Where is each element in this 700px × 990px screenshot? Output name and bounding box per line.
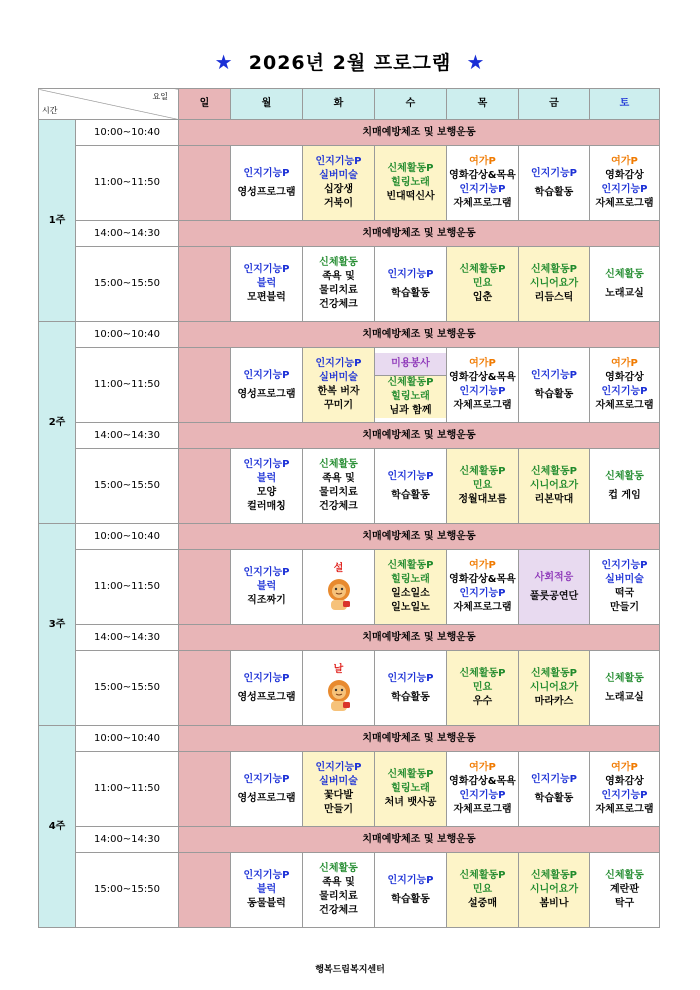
day-header-wed: 수 — [375, 89, 447, 120]
lion-mascot-icon — [322, 576, 356, 612]
program-line: 인지기능P — [243, 870, 290, 881]
activity-cell — [231, 348, 303, 423]
title-text: 2026년 2월 프로그램 — [248, 52, 452, 74]
exercise-band: 치매예방체조 및 보행운동 — [179, 625, 660, 651]
program-line: 인지기능P — [387, 268, 434, 280]
program-line: 족욕 및 — [322, 271, 355, 282]
program-line: 직조짜기 — [247, 595, 286, 606]
activity-cell — [231, 247, 303, 322]
sunday-cell — [179, 348, 231, 423]
program-line: 영성프로그램 — [237, 388, 296, 400]
week-row-pm-activities — [39, 651, 660, 726]
holiday-text: 설 — [333, 563, 344, 574]
program-line: 신체활동 — [319, 863, 358, 874]
program-line: 민요 — [472, 884, 493, 895]
activity-cell — [231, 651, 303, 726]
program-line: 인지기능P — [601, 184, 648, 195]
exercise-band: 치매예방체조 및 보행운동 — [179, 120, 660, 146]
week-row-am-activities — [39, 752, 660, 827]
activity-cell — [590, 348, 660, 423]
time-slot: 11:00~11:50 — [76, 146, 179, 221]
program-line: 처녀 뱃사공 — [384, 797, 437, 808]
program-line: 인지기능P — [531, 369, 577, 381]
activity-cell — [303, 651, 375, 726]
program-line: 노래교실 — [605, 691, 644, 703]
program-line: 족욕 및 — [322, 877, 355, 888]
week-row-pm-band — [39, 827, 660, 853]
program-line: 만들기 — [610, 602, 639, 613]
program-line: 십장생 — [324, 184, 353, 195]
activity-cell — [590, 550, 660, 625]
program-line: 꾸미기 — [324, 400, 353, 411]
time-slot: 15:00~15:50 — [76, 449, 179, 524]
program-line: 영화감상 — [605, 170, 644, 181]
program-line: 신체활동P — [459, 264, 506, 275]
program-line: 풀룻공연단 — [529, 590, 579, 602]
sunday-cell — [179, 651, 231, 726]
time-slot: 14:00~14:30 — [76, 423, 179, 449]
program-line: 물리치료 — [319, 285, 358, 296]
program-line: 일노일노 — [391, 602, 430, 613]
activity-cell — [375, 449, 447, 524]
program-line: 여가P — [611, 762, 638, 773]
program-line: 빈대떡신사 — [386, 191, 435, 202]
program-line: 영화감상&목욕 — [449, 574, 516, 585]
star-icon: ★ — [466, 50, 486, 74]
program-line: 영화감상 — [605, 776, 644, 787]
program-line: 건강체크 — [319, 905, 358, 916]
program-section — [375, 376, 446, 418]
sunday-cell — [179, 550, 231, 625]
program-line: 인지기능P — [243, 773, 290, 785]
program-line: 떡국 — [614, 588, 635, 599]
activity-cell — [519, 853, 590, 928]
activity-cell — [447, 651, 519, 726]
activity-cell — [231, 449, 303, 524]
program-line: 힐링노래 — [391, 177, 430, 188]
program-line: 물리치료 — [319, 891, 358, 902]
program-line: 신체활동 — [319, 459, 358, 470]
program-line: 만들기 — [324, 804, 353, 815]
program-line: 계란판 — [610, 884, 639, 895]
program-line: 영화감상&목욕 — [449, 776, 516, 787]
program-line: 자체프로그램 — [595, 198, 654, 209]
program-line: 신체활동 — [605, 470, 644, 482]
week-row-am-activities — [39, 146, 660, 221]
program-line: 학습활동 — [391, 691, 430, 703]
program-line: 미용봉사 — [391, 357, 430, 369]
activity-cell — [590, 146, 660, 221]
program-line: 신체활동P — [531, 870, 577, 881]
program-line: 여가P — [469, 156, 496, 167]
program-line: 님과 함께 — [389, 404, 432, 416]
program-line: 신체활동P — [459, 466, 506, 477]
exercise-band: 치매예방체조 및 보행운동 — [179, 221, 660, 247]
page-title — [0, 48, 700, 75]
activity-cell — [303, 752, 375, 827]
program-line: 자체프로그램 — [595, 804, 654, 815]
time-slot: 15:00~15:50 — [76, 853, 179, 928]
program-line: 인지기능P — [459, 386, 506, 397]
activity-cell — [519, 651, 590, 726]
program-line: 인지기능P — [243, 167, 290, 179]
program-line: 인지기능P — [315, 762, 362, 773]
program-line: 영화감상&목욕 — [449, 372, 516, 383]
program-line: 설중매 — [468, 898, 497, 909]
time-slot: 10:00~10:40 — [76, 524, 179, 550]
program-line: 노래교실 — [605, 287, 644, 299]
program-line: 시니어요가 — [529, 480, 579, 491]
program-line: 영화감상 — [605, 372, 644, 383]
activity-cell — [231, 146, 303, 221]
day-header-thu: 목 — [447, 89, 519, 120]
week-row-am-band — [39, 524, 660, 550]
activity-cell — [590, 449, 660, 524]
activity-cell — [447, 752, 519, 827]
program-line: 신체활동P — [387, 560, 434, 571]
week-row-am-band — [39, 726, 660, 752]
week-row-pm-band — [39, 625, 660, 651]
program-line: 힐링노래 — [391, 783, 430, 794]
activity-cell — [447, 247, 519, 322]
program-line: 인지기능P — [387, 470, 434, 482]
footer-org-name: 행복드림복지센터 — [315, 965, 385, 975]
program-line: 자체프로그램 — [453, 400, 512, 411]
program-line: 여가P — [469, 762, 496, 773]
program-line: 학습활동 — [534, 388, 574, 400]
program-line: 자체프로그램 — [595, 400, 654, 411]
program-line: 신체활동P — [459, 870, 506, 881]
activity-cell — [447, 853, 519, 928]
program-line: 인지기능P — [243, 672, 290, 684]
program-line: 여가P — [611, 156, 638, 167]
program-line: 블럭 — [256, 278, 277, 289]
program-line: 신체활동 — [605, 672, 644, 684]
day-header-sat: 토 — [590, 89, 660, 120]
program-line: 탁구 — [614, 898, 635, 909]
exercise-band: 치매예방체조 및 보행운동 — [179, 423, 660, 449]
sunday-cell — [179, 853, 231, 928]
activity-cell — [519, 449, 590, 524]
holiday-marker — [303, 562, 374, 612]
week-row-am-activities — [39, 348, 660, 423]
activity-cell — [303, 449, 375, 524]
exercise-band: 치매예방체조 및 보행운동 — [179, 827, 660, 853]
activity-cell — [519, 247, 590, 322]
program-line: 인지기능P — [459, 184, 506, 195]
program-line: 시니어요가 — [529, 278, 579, 289]
program-line: 봄비나 — [539, 898, 569, 909]
program-line: 학습활동 — [391, 893, 430, 905]
program-line: 블럭 — [256, 884, 277, 895]
activity-cell — [447, 550, 519, 625]
program-line: 신체활동P — [387, 376, 434, 388]
program-line: 건강체크 — [319, 299, 358, 310]
program-line: 인지기능P — [601, 790, 648, 801]
sunday-cell — [179, 247, 231, 322]
program-line: 인지기능P — [531, 773, 577, 785]
program-line: 우수 — [472, 696, 493, 707]
program-line: 여가P — [469, 358, 496, 369]
program-line: 인지기능P — [387, 672, 434, 684]
activity-cell — [590, 853, 660, 928]
volunteer-section — [375, 353, 446, 376]
program-line: 컵 게임 — [608, 489, 641, 501]
week-row-am-band — [39, 322, 660, 348]
week-row-am-activities — [39, 550, 660, 625]
activity-cell — [303, 247, 375, 322]
program-line: 인지기능P — [243, 459, 290, 470]
week-row-am-band — [39, 120, 660, 146]
program-line: 학습활동 — [391, 287, 430, 299]
week-label: 3주 — [39, 524, 76, 726]
program-line: 모편블럭 — [247, 292, 286, 303]
activity-cell — [375, 651, 447, 726]
program-line: 실버미술 — [605, 574, 644, 585]
program-line: 입춘 — [472, 292, 493, 303]
star-icon: ★ — [214, 50, 234, 74]
program-line: 신체활동 — [605, 870, 644, 881]
time-slot: 14:00~14:30 — [76, 625, 179, 651]
sunday-cell — [179, 449, 231, 524]
program-line: 건강체크 — [319, 501, 358, 512]
time-slot: 10:00~10:40 — [76, 322, 179, 348]
activity-cell — [375, 752, 447, 827]
activity-cell — [231, 853, 303, 928]
program-line: 민요 — [472, 480, 493, 491]
program-line: 리듬스틱 — [534, 292, 574, 303]
day-header-mon: 월 — [231, 89, 303, 120]
week-row-pm-activities — [39, 247, 660, 322]
activity-cell — [447, 348, 519, 423]
week-label: 4주 — [39, 726, 76, 928]
program-line: 모양 — [256, 487, 277, 498]
program-line: 실버미술 — [319, 372, 358, 383]
program-line: 여가P — [469, 560, 496, 571]
activity-cell — [231, 550, 303, 625]
activity-cell — [590, 752, 660, 827]
yoil-label: 요일 — [152, 92, 168, 101]
activity-cell — [519, 146, 590, 221]
activity-cell — [375, 348, 447, 423]
sunday-cell — [179, 752, 231, 827]
program-line: 자체프로그램 — [453, 804, 512, 815]
program-line: 인지기능P — [459, 790, 506, 801]
program-line: 블럭 — [256, 581, 277, 592]
program-line: 인지기능P — [243, 369, 290, 381]
time-slot: 14:00~14:30 — [76, 827, 179, 853]
time-slot: 11:00~11:50 — [76, 752, 179, 827]
program-line: 학습활동 — [534, 792, 574, 804]
activity-cell — [231, 752, 303, 827]
program-line: 인지기능P — [315, 156, 362, 167]
time-slot: 10:00~10:40 — [76, 120, 179, 146]
activity-cell — [590, 247, 660, 322]
program-line: 영화감상&목욕 — [449, 170, 516, 181]
program-line: 힐링노래 — [391, 390, 430, 402]
program-line: 신체활동 — [319, 257, 358, 268]
activity-cell — [519, 752, 590, 827]
week-row-pm-activities — [39, 853, 660, 928]
header-row — [39, 89, 660, 120]
program-line: 신체활동P — [531, 668, 577, 679]
program-line: 신체활동P — [531, 264, 577, 275]
program-line: 동물블럭 — [247, 898, 286, 909]
split-cell — [375, 353, 446, 418]
time-slot: 10:00~10:40 — [76, 726, 179, 752]
program-line: 꽃다발 — [324, 790, 353, 801]
exercise-band: 치매예방체조 및 보행운동 — [179, 322, 660, 348]
program-line: 족욕 및 — [322, 473, 355, 484]
schedule-table — [38, 88, 660, 928]
program-line: 인지기능P — [243, 567, 290, 578]
program-line: 컬러매칭 — [247, 501, 286, 512]
program-line: 인지기능P — [387, 874, 434, 886]
program-line: 정월대보름 — [458, 494, 507, 505]
time-slot: 15:00~15:50 — [76, 247, 179, 322]
activity-cell — [590, 651, 660, 726]
activity-cell — [375, 853, 447, 928]
exercise-band: 치매예방체조 및 보행운동 — [179, 524, 660, 550]
program-line: 여가P — [611, 358, 638, 369]
program-line: 인지기능P — [531, 167, 577, 179]
program-line: 자체프로그램 — [453, 198, 512, 209]
activity-cell — [303, 550, 375, 625]
program-line: 인지기능P — [459, 588, 506, 599]
program-line: 한복 버자 — [317, 386, 360, 397]
day-header-fri: 금 — [519, 89, 590, 120]
week-label: 1주 — [39, 120, 76, 322]
program-line: 실버미술 — [319, 776, 358, 787]
week-row-pm-band — [39, 423, 660, 449]
program-line: 학습활동 — [534, 186, 574, 198]
sunday-cell — [179, 146, 231, 221]
program-line: 신체활동P — [387, 769, 434, 780]
header-corner — [39, 89, 179, 120]
program-line: 신체활동P — [531, 466, 577, 477]
program-line: 마라카스 — [534, 696, 574, 707]
program-line: 학습활동 — [391, 489, 430, 501]
activity-cell — [303, 348, 375, 423]
activity-cell — [303, 853, 375, 928]
program-line: 리본막대 — [534, 494, 574, 505]
activity-cell — [519, 550, 590, 625]
program-line: 사회적응 — [534, 571, 574, 583]
program-line: 시니어요가 — [529, 884, 579, 895]
week-label: 2주 — [39, 322, 76, 524]
activity-cell — [447, 146, 519, 221]
program-line: 거북이 — [324, 198, 353, 209]
exercise-band: 치매예방체조 및 보행운동 — [179, 726, 660, 752]
activity-cell — [375, 550, 447, 625]
program-line: 신체활동 — [605, 268, 644, 280]
activity-cell — [519, 348, 590, 423]
program-line: 민요 — [472, 278, 493, 289]
program-line: 자체프로그램 — [453, 602, 512, 613]
holiday-marker — [303, 663, 374, 713]
program-line: 인지기능P — [601, 386, 648, 397]
program-line: 시니어요가 — [529, 682, 579, 693]
activity-cell — [303, 146, 375, 221]
activity-cell — [375, 247, 447, 322]
program-line: 일소일소 — [391, 588, 430, 599]
lion-mascot-icon — [322, 677, 356, 713]
time-slot: 14:00~14:30 — [76, 221, 179, 247]
program-line: 신체활동P — [387, 163, 434, 174]
day-header-tue: 화 — [303, 89, 375, 120]
time-label: 시간 — [42, 106, 58, 115]
day-header-sun: 일 — [179, 89, 231, 120]
program-line: 실버미술 — [319, 170, 358, 181]
program-line: 인지기능P — [315, 358, 362, 369]
program-line: 영성프로그램 — [237, 691, 296, 703]
program-line: 민요 — [472, 682, 493, 693]
time-slot: 11:00~11:50 — [76, 348, 179, 423]
program-line: 영성프로그램 — [237, 792, 296, 804]
time-slot: 11:00~11:50 — [76, 550, 179, 625]
activity-cell — [447, 449, 519, 524]
program-line: 물리치료 — [319, 487, 358, 498]
week-row-pm-band — [39, 221, 660, 247]
program-line: 블럭 — [256, 473, 277, 484]
program-line: 영성프로그램 — [237, 186, 296, 198]
program-line: 신체활동P — [459, 668, 506, 679]
program-line: 인지기능P — [243, 264, 290, 275]
holiday-text: 날 — [333, 664, 344, 675]
week-row-pm-activities — [39, 449, 660, 524]
activity-cell — [375, 146, 447, 221]
program-line: 힐링노래 — [391, 574, 430, 585]
program-line: 인지기능P — [601, 560, 648, 571]
time-slot: 15:00~15:50 — [76, 651, 179, 726]
